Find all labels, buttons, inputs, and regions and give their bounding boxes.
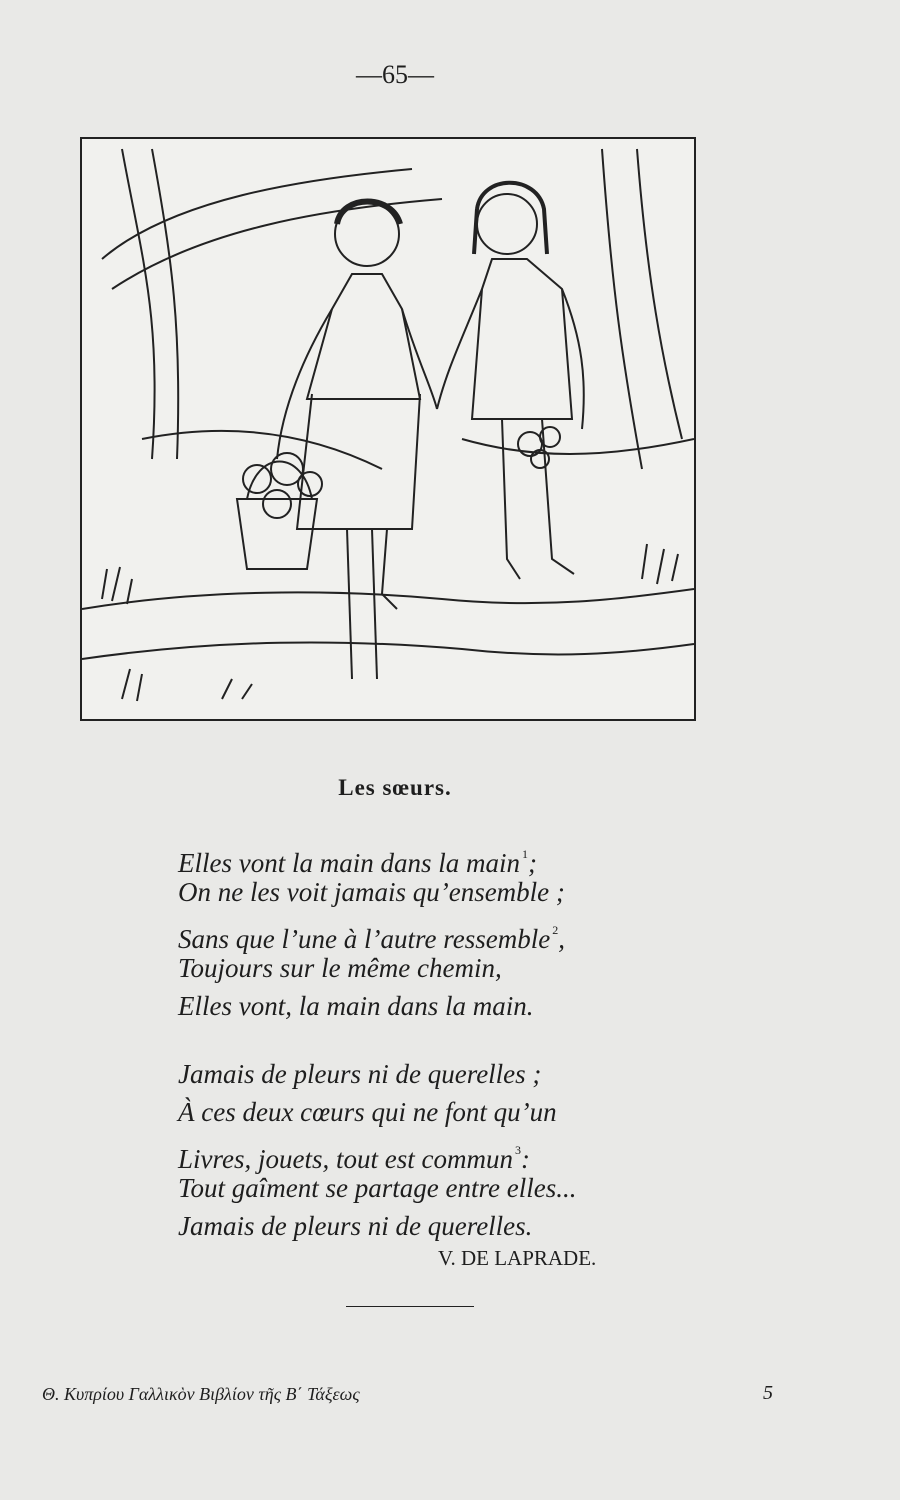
poem-author: V. DE LAPRADE. xyxy=(438,1246,597,1270)
poem-line: Sans que l’une à l’autre ressemble $^2$, xyxy=(178,923,565,954)
poem-line: À ces deux cœurs qui ne font qu’un xyxy=(178,1097,557,1127)
page-number: —65— xyxy=(356,60,434,89)
poem-line: Tout gaîment se partage entre elles... xyxy=(178,1173,577,1203)
footer-signature: 5 xyxy=(763,1382,773,1404)
poem-line: Elles vont, la main dans la main. xyxy=(178,991,534,1021)
footnote-marker: 3 xyxy=(514,1143,521,1157)
divider xyxy=(346,1306,474,1307)
two-girls-holding-hands-icon xyxy=(82,139,694,719)
footnote-marker: 1 xyxy=(521,847,528,861)
footnote-marker: 2 xyxy=(552,923,559,937)
poem-body xyxy=(178,835,576,1245)
poem-line: Livres, jouets, tout est commun $^3$: xyxy=(178,1143,530,1174)
poem-line: On ne les voit jamais qu’ensemble ; xyxy=(178,877,565,907)
footer-book-title: Θ. Κυπρίου Γαλλικὸν Βιβλίον τῆς Β΄ Τάξεως xyxy=(42,1384,360,1404)
poem-line: Elles vont la main dans la main $^1$; xyxy=(178,847,537,878)
stanza-gap xyxy=(178,1025,576,1055)
illustration-frame xyxy=(80,137,696,721)
poem-line: Jamais de pleurs ni de querelles ; xyxy=(178,1059,542,1089)
poem-line: Toujours sur le même chemin, xyxy=(178,953,502,983)
poem-line: Jamais de pleurs ni de querelles. xyxy=(178,1211,533,1241)
poem-title: Les sœurs. xyxy=(338,775,452,800)
